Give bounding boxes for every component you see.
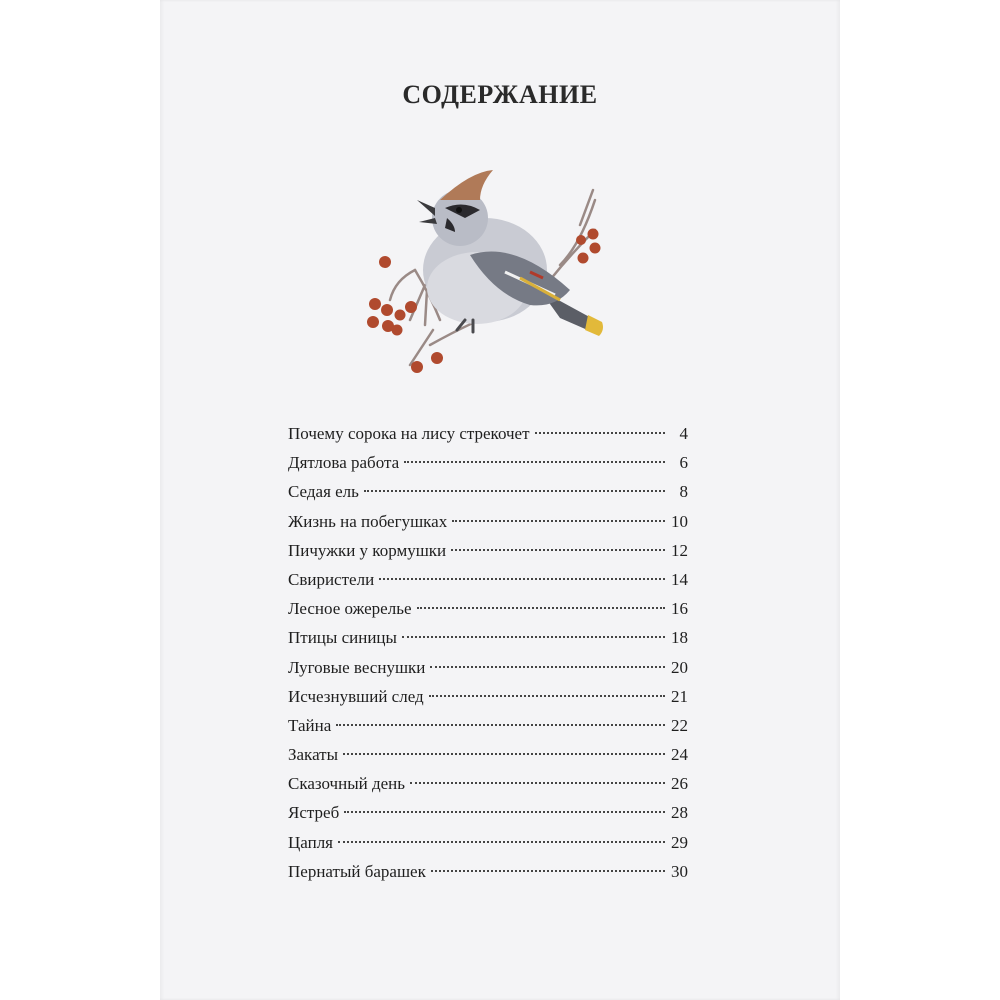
toc-entry[interactable] (288, 536, 688, 565)
toc-entry[interactable] (288, 448, 688, 477)
toc-entry[interactable] (288, 798, 688, 827)
toc-entry-page: 6 (679, 453, 688, 473)
toc-entry[interactable] (288, 507, 688, 536)
toc-entry-title: Пернатый барашек (288, 861, 426, 881)
book-page (160, 0, 840, 1000)
leader-dots (429, 695, 665, 697)
leader-dots (430, 666, 665, 668)
table-of-contents (288, 419, 688, 886)
toc-entry-page: 22 (671, 715, 688, 735)
toc-entry-title: Пичужки у кормушки (288, 540, 447, 560)
leader-dots (364, 490, 665, 492)
leader-dots (451, 549, 665, 551)
toc-entry[interactable] (288, 623, 688, 652)
toc-entry-title: Седая ель (288, 482, 359, 502)
toc-entry-title: Луговые веснушки (288, 657, 426, 677)
toc-entry[interactable] (288, 769, 688, 798)
leader-dots (379, 578, 665, 580)
toc-entry-title: Цапля (288, 832, 333, 852)
leader-dots (404, 461, 665, 463)
toc-entry[interactable] (288, 828, 688, 857)
toc-entry-title: Почему сорока на лису стрекочет (288, 424, 530, 443)
toc-entry-page: 29 (671, 832, 688, 852)
leader-dots (343, 753, 665, 755)
leader-dots (344, 811, 665, 813)
toc-entry-page: 18 (671, 628, 688, 648)
toc-entry-page: 26 (671, 774, 688, 794)
toc-entry[interactable] (288, 419, 688, 448)
leader-dots (336, 724, 665, 726)
waxwing-bird-illustration (355, 160, 615, 380)
toc-entry-title: Тайна (288, 715, 332, 735)
toc-entry-page: 30 (671, 861, 688, 881)
toc-entry-page: 20 (671, 657, 688, 677)
toc-entry[interactable] (288, 594, 688, 623)
toc-entry-page: 21 (671, 686, 688, 706)
toc-entry[interactable] (288, 477, 688, 506)
toc-entry-title: Птицы синицы (288, 628, 397, 648)
leader-dots (417, 607, 666, 609)
toc-entry-page: 10 (671, 511, 688, 531)
toc-entry-title: Закаты (288, 745, 339, 765)
leader-dots (410, 782, 665, 784)
toc-entry[interactable] (288, 711, 688, 740)
toc-entry-page: 24 (671, 745, 688, 765)
page-title: СОДЕРЖАНИЕ (402, 80, 598, 109)
toc-entry-page: 16 (671, 599, 688, 619)
toc-entry-title: Исчезнувший след (288, 686, 424, 706)
toc-entry-page: 28 (671, 803, 688, 823)
toc-entry-page: 14 (671, 569, 688, 589)
toc-entry[interactable] (288, 682, 688, 711)
leader-dots (452, 520, 665, 522)
toc-entry-page: 12 (671, 540, 688, 560)
leader-dots (535, 432, 665, 434)
toc-entry[interactable] (288, 653, 688, 682)
toc-entry-title: Лесное ожерелье (288, 599, 412, 619)
toc-entry-page: 8 (679, 482, 688, 502)
leader-dots (338, 841, 665, 843)
toc-entry-page: 4 (679, 424, 688, 443)
toc-entry-title: Свиристели (288, 569, 375, 589)
leader-dots (402, 636, 665, 638)
toc-entry-title: Жизнь на побегушках (288, 511, 448, 531)
toc-entry-title: Ястреб (288, 803, 340, 823)
toc-entry[interactable] (288, 857, 688, 886)
toc-entry-title: Сказочный день (288, 774, 406, 794)
toc-entry[interactable] (288, 740, 688, 769)
toc-entry[interactable] (288, 565, 688, 594)
leader-dots (431, 870, 665, 872)
toc-entry-title: Дятлова работа (288, 453, 400, 473)
